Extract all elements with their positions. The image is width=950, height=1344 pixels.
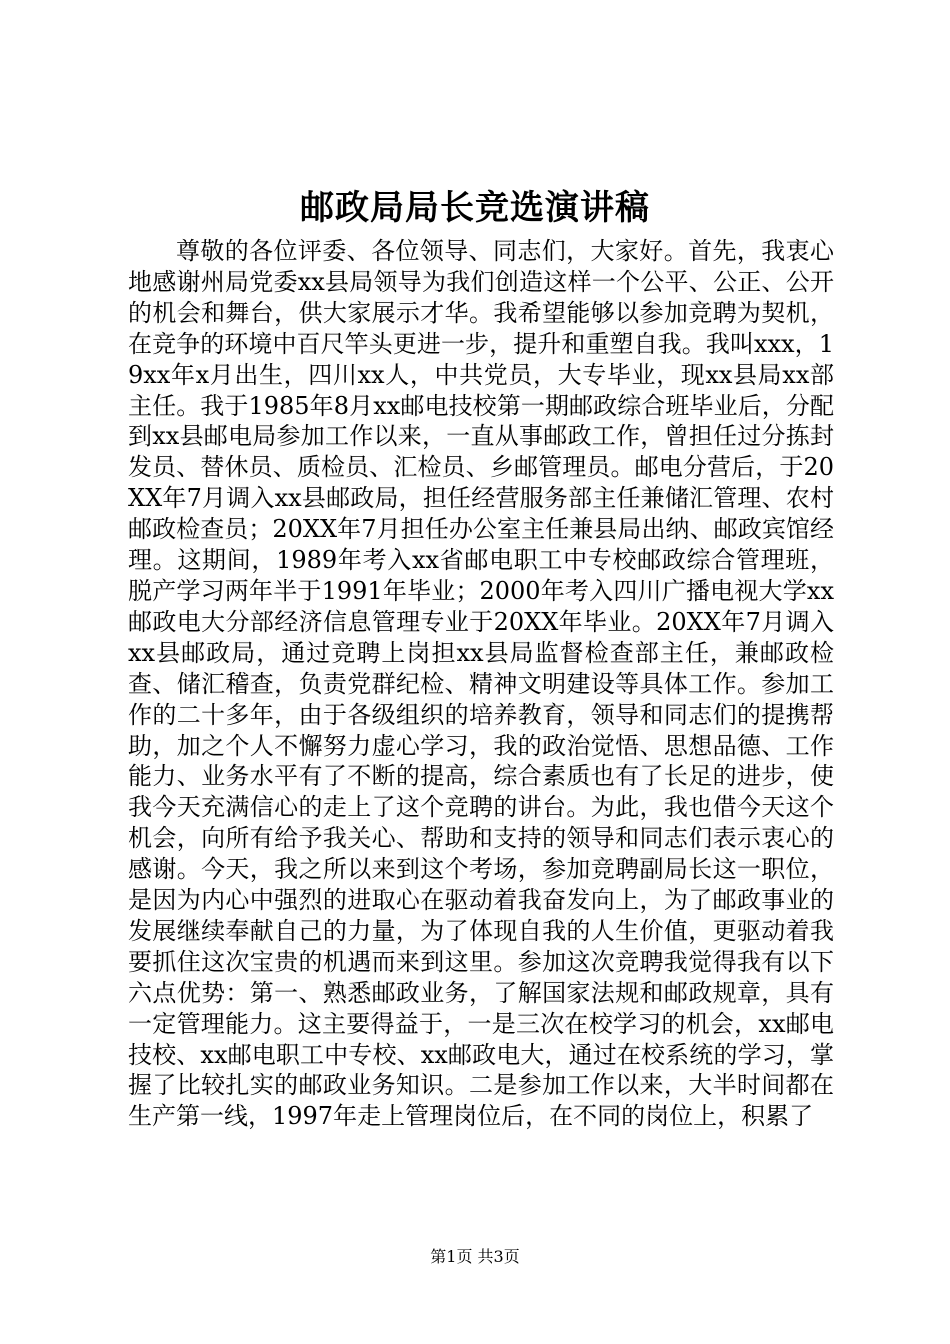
document-body-paragraph: 尊敬的各位评委、各位领导、同志们，大家好。首先，我衷心地感谢州局党委xx县局领导为我们创造这样一个公平、公正、公开的机会和舞台，供大家展示才华。我希望能够以参加竞聘为契机，在竞争的环境中百尺竿头更进一步，提升和重塑自我。我叫xxx，19xx年x月出生，四川xx人，中共党员，大专毕业，现xx县局xx部主任。我于1985年8月xx邮电技校第一期邮政综合班毕业后，分配到xx县邮电局参加工作以来，一直从事邮政工作，曾担任过分拣封发员、替休员、质检员、汇检员、乡邮管理员。邮电分营后，于20XX年7月调入xx县邮政局，担任经营服务部主任兼储汇管理、农村邮政检查员；20XX年7月担任办公室主任兼县局出纳、邮政宾馆经理。这期间，1989年考入xx省邮电职工中专校邮政综合管理班，脱产学习两年半于1991年毕业；2000年考入四川广播电视大学xx邮政电大分部经济信息管理专业于20XX年毕业。20XX年7月调入xx县邮政局，通过竞聘上岗担xx县局监督检查部主任，兼邮政检查、储汇稽查，负责党群纪检、精神文明建设等具体工作。参加工作的二十多年，由于各级组织的培养教育，领导和同志们的提携帮助，加之个人不懈努力虚心学习，我的政治觉悟、思想品德、工作能力、业务水平有了不断的提高，综合素质也有了长足的进步，使我今天充满信心的走上了这个竞聘的讲台。为此，我也借今天这个机会，向所有给予我关心、帮助和支持的领导和同志们表示衷心的感谢。今天，我之所以来到这个考场，参加竞聘副局长这一职位，是因为内心中强烈的进取心在驱动着我奋发向上，为了邮政事业的发展继续奉献自己的力量，为了体现自我的人生价值，更驱动着我要抓住这次宝贵的机遇而来到这里。参加这次竞聘我觉得我有以下六点优势：第一、熟悉邮政业务，了解国家法规和邮政规章，具有一定管理能力。这主要得益于，一是三次在校学习的机会，xx邮电技校、xx邮电职工中专校、xx邮政电大，通过在校系统的学习，掌握了比较扎实的邮政业务知识。二是参加工作以来，大半时间都在生产第一线，1997年走上管理岗位后，在不同的岗位上，积累了 bbox=[128, 237, 834, 1131]
page-number-footer: 第1页 共3页 bbox=[430, 1247, 520, 1266]
document-title: 邮政局局长竞选演讲稿 bbox=[300, 188, 650, 228]
